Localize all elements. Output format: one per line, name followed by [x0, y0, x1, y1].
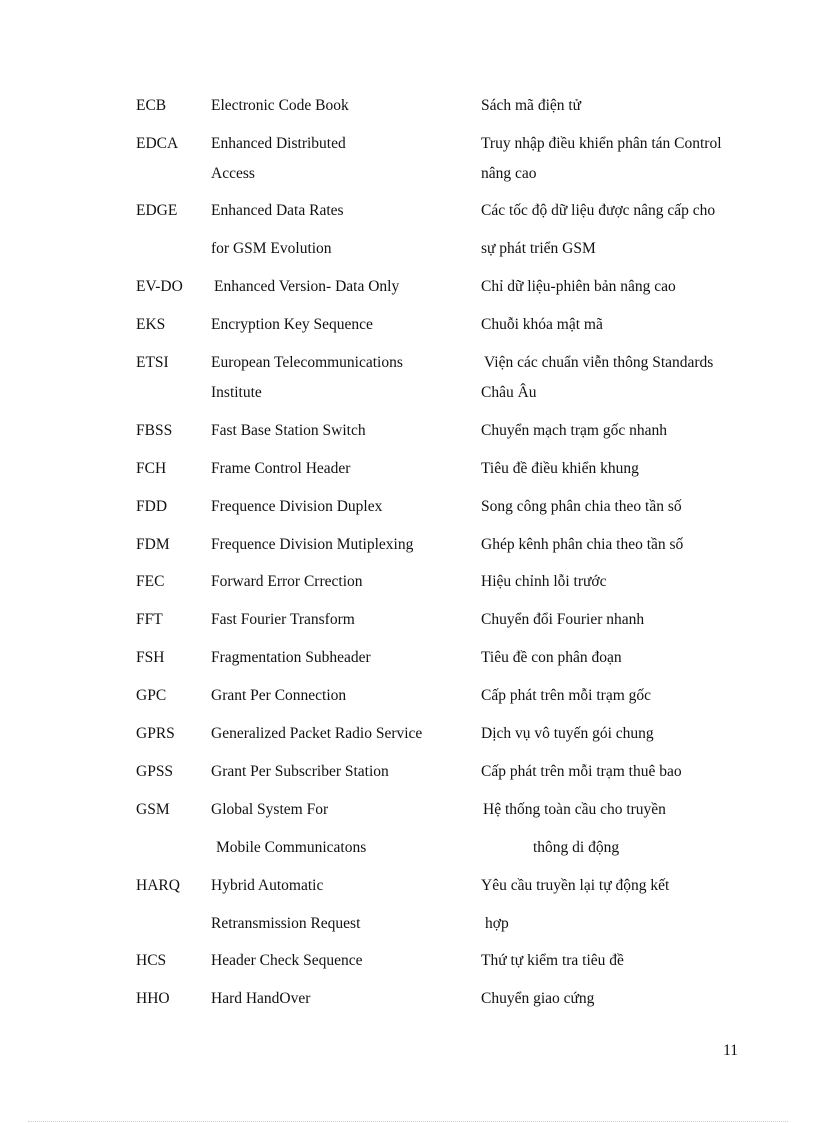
abbreviation: EDGE	[136, 202, 178, 219]
glossary-row	[0, 199, 816, 223]
abbreviation: HCS	[136, 952, 167, 969]
abbreviation: GPRS	[136, 725, 175, 742]
english-term: Encryption Key Sequence	[211, 316, 373, 333]
english-term: Electronic Code Book	[211, 97, 349, 114]
english-term: Grant Per Subscriber Station	[211, 763, 389, 780]
glossary-row	[0, 798, 816, 822]
vietnamese-meaning: Cấp phát trên mỗi trạm gốc	[481, 687, 652, 704]
vietnamese-meaning: Tiêu đề con phân đoạn	[481, 649, 622, 666]
english-term: Forward Error Crrection	[211, 573, 363, 590]
english-term: Institute	[211, 384, 262, 401]
glossary-row	[0, 570, 816, 594]
english-term: Access	[211, 165, 255, 182]
glossary-row	[0, 949, 816, 973]
glossary-row	[0, 162, 816, 186]
english-term: Global System For	[211, 801, 329, 818]
glossary-row	[0, 912, 816, 936]
glossary-row	[0, 646, 816, 670]
abbreviation: HHO	[136, 990, 170, 1007]
vietnamese-meaning: Cấp phát trên mỗi trạm thuê bao	[481, 763, 682, 780]
abbreviation: GPSS	[136, 763, 174, 780]
glossary-row	[0, 132, 816, 156]
abbreviation: EKS	[136, 316, 166, 333]
english-term: Header Check Sequence	[211, 952, 363, 969]
abbreviation: HARQ	[136, 877, 180, 894]
english-term: Enhanced Distributed	[211, 135, 346, 152]
vietnamese-meaning: Ghép kênh phân chia theo tần số	[481, 536, 684, 553]
glossary-row	[0, 419, 816, 443]
vietnamese-meaning: Hệ thống toàn cầu cho truyền	[483, 801, 666, 818]
glossary-row	[0, 608, 816, 632]
english-term: Fast Fourier Transform	[211, 611, 355, 628]
vietnamese-meaning: Viện các chuẩn viễn thông Standards	[484, 354, 714, 371]
english-term: Grant Per Connection	[211, 687, 347, 704]
abbreviation: FSH	[136, 649, 165, 666]
page-bottom-rule	[28, 1121, 788, 1122]
glossary-row	[0, 94, 816, 118]
english-term: Retransmission Request	[211, 915, 361, 932]
glossary-row	[0, 351, 816, 375]
english-term: Enhanced Version- Data Only	[214, 278, 400, 295]
vietnamese-meaning: Chuyển giao cứng	[481, 990, 595, 1007]
glossary-row	[0, 495, 816, 519]
english-term: Enhanced Data Rates	[211, 202, 344, 219]
english-term: Frequence Division Duplex	[211, 498, 383, 515]
vietnamese-meaning: thông di động	[533, 839, 620, 856]
abbreviation: FFT	[136, 611, 163, 628]
abbreviation: EDCA	[136, 135, 179, 152]
vietnamese-meaning: Chuyển mạch trạm gốc nhanh	[481, 422, 667, 439]
english-term: Hard HandOver	[211, 990, 311, 1007]
abbreviation: FCH	[136, 460, 167, 477]
glossary-row	[0, 275, 816, 299]
page-number: 11	[723, 1042, 738, 1059]
vietnamese-meaning: Dịch vụ vô tuyến gói chung	[481, 725, 654, 742]
abbreviation: FDD	[136, 498, 168, 515]
vietnamese-meaning: Các tốc độ dữ liệu được nâng cấp cho	[481, 202, 716, 219]
abbreviation: FBSS	[136, 422, 173, 439]
glossary-row	[0, 684, 816, 708]
vietnamese-meaning: Châu Âu	[481, 384, 537, 401]
vietnamese-meaning: Chỉ dữ liệu-phiên bản nâng cao	[481, 278, 676, 295]
vietnamese-meaning: Chuỗi khóa mật mã	[481, 316, 603, 333]
abbreviation: EV-DO	[136, 278, 183, 295]
english-term: Fast Base Station Switch	[211, 422, 366, 439]
english-term: Frequence Division Mutiplexing	[211, 536, 414, 553]
english-term: for GSM Evolution	[211, 240, 332, 257]
english-term: Fragmentation Subheader	[211, 649, 371, 666]
vietnamese-meaning: Thứ tự kiểm tra tiêu đề	[481, 952, 624, 969]
vietnamese-meaning: Tiêu đề điều khiển khung	[481, 460, 639, 477]
glossary-row	[0, 836, 816, 860]
glossary-row	[0, 533, 816, 557]
abbreviation: FEC	[136, 573, 165, 590]
glossary-row	[0, 987, 816, 1011]
vietnamese-meaning: nâng cao	[481, 165, 537, 182]
glossary-row	[0, 722, 816, 746]
vietnamese-meaning: Song công phân chia theo tần số	[481, 498, 682, 515]
vietnamese-meaning: Truy nhập điều khiển phân tán Control	[481, 135, 722, 152]
vietnamese-meaning: hợp	[485, 915, 509, 932]
glossary-row	[0, 381, 816, 405]
abbreviation: GPC	[136, 687, 167, 704]
vietnamese-meaning: Chuyển đổi Fourier nhanh	[481, 611, 645, 628]
glossary-row	[0, 237, 816, 261]
english-term: European Telecommunications	[211, 354, 403, 371]
english-term: Hybrid Automatic	[211, 877, 324, 894]
abbreviation: ETSI	[136, 354, 169, 371]
glossary-row	[0, 760, 816, 784]
vietnamese-meaning: Yêu cầu truyền lại tự động kết	[481, 877, 670, 894]
glossary-row	[0, 313, 816, 337]
abbreviation: GSM	[136, 801, 170, 818]
glossary-row	[0, 874, 816, 898]
abbreviation: FDM	[136, 536, 170, 553]
vietnamese-meaning: Sách mã điện tử	[481, 97, 582, 114]
glossary-row	[0, 457, 816, 481]
english-term: Frame Control Header	[211, 460, 351, 477]
english-term: Generalized Packet Radio Service	[211, 725, 423, 742]
vietnamese-meaning: Hiệu chỉnh lỗi trước	[481, 573, 607, 590]
vietnamese-meaning: sự phát triển GSM	[481, 240, 596, 257]
english-term: Mobile Communicatons	[216, 839, 367, 856]
abbreviation: ECB	[136, 97, 167, 114]
